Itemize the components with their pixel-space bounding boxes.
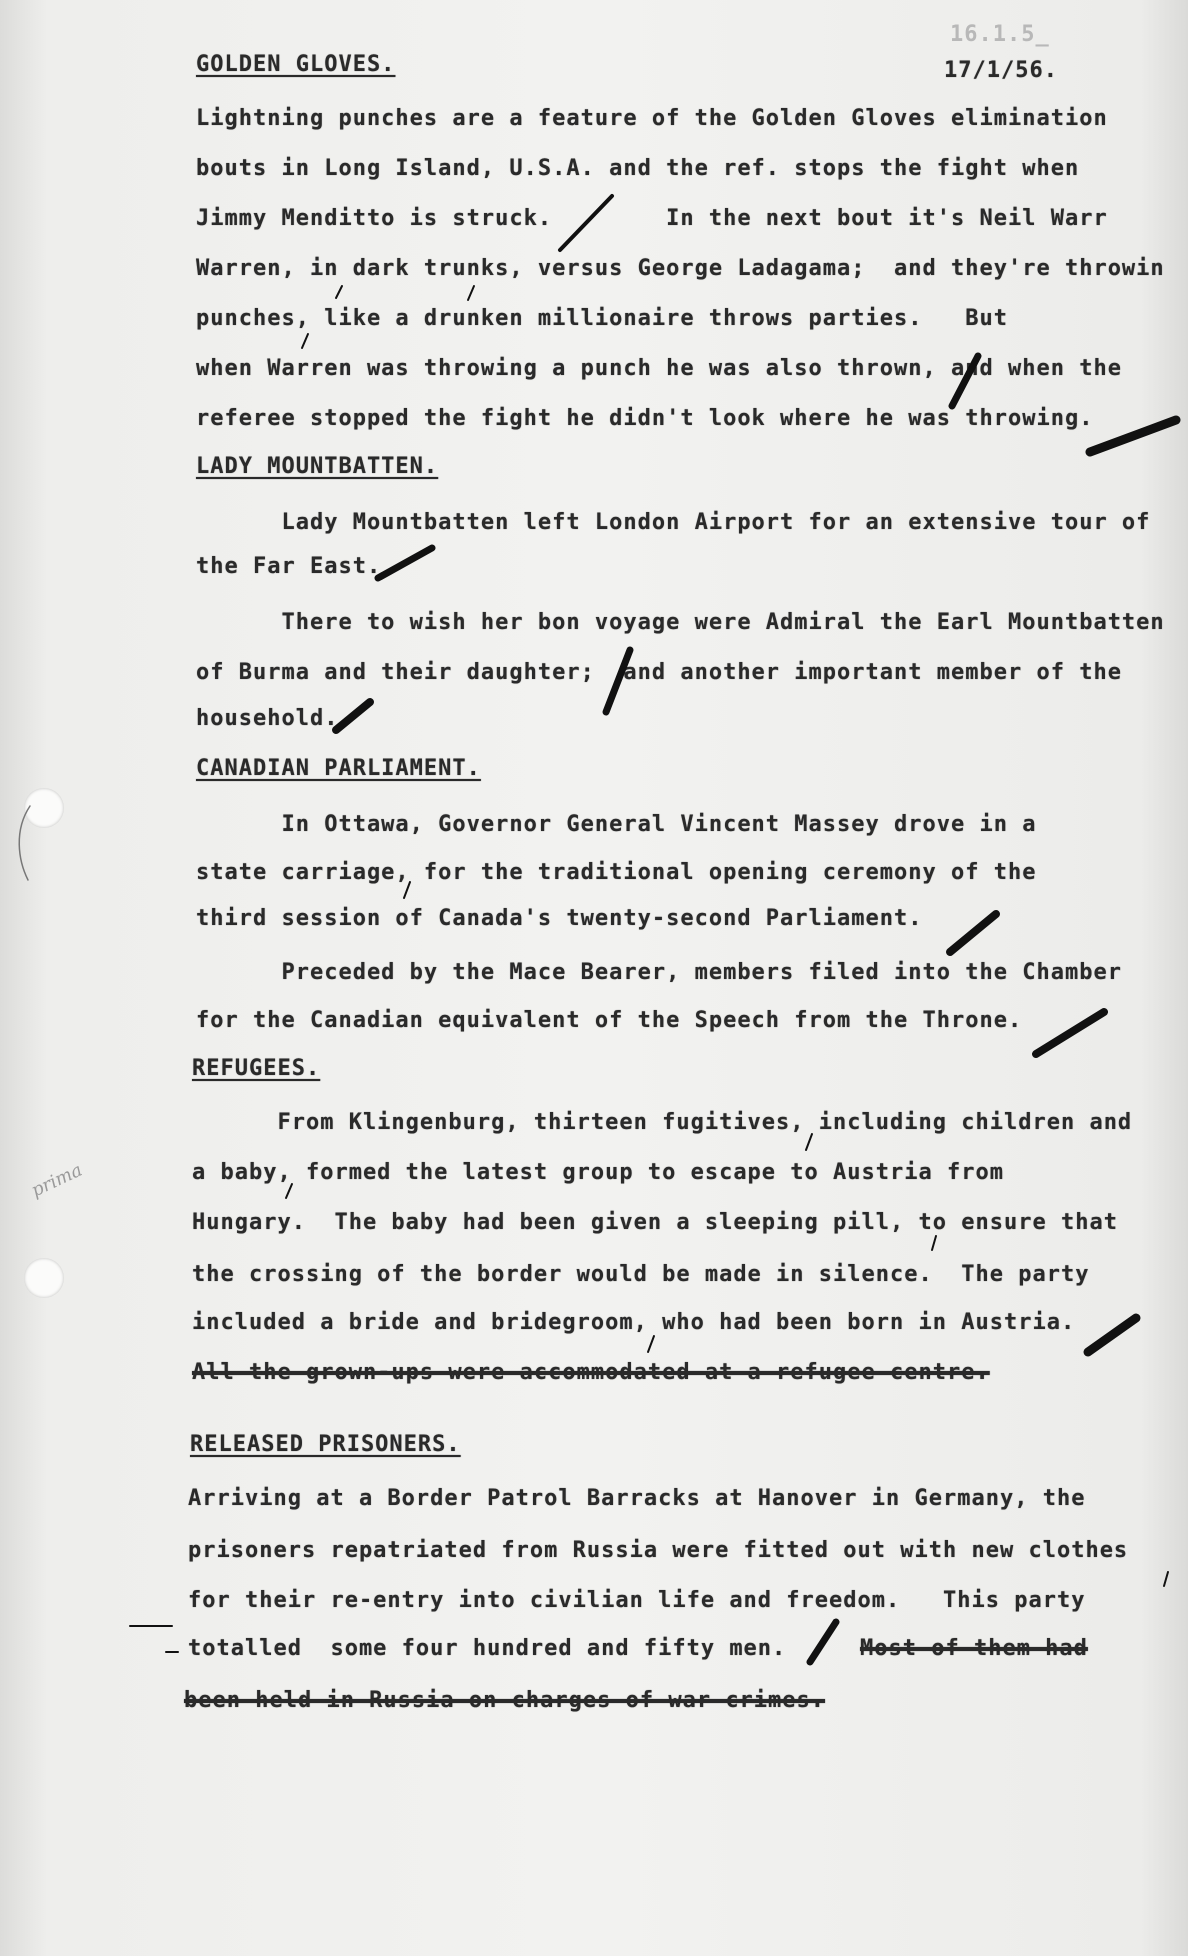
story-line: totalled some four hundred and fifty men. (188, 1636, 787, 1661)
faint-header-bleed: 16.1.5_ (950, 22, 1050, 47)
punch-hole-top (24, 788, 64, 828)
story-line: Arriving at a Border Patrol Barracks at Hanover in Germany, the (188, 1486, 1086, 1511)
punch-hole-bottom (24, 1258, 64, 1298)
heading-refugees: REFUGEES. (192, 1056, 321, 1081)
heading-lady-mountbatten: LADY MOUNTBATTEN. (196, 454, 439, 479)
story-line: of Burma and their daughter; and another important member of the (196, 660, 1122, 685)
story-line: Lady Mountbatten left London Airport for an extensive tour of (196, 510, 1151, 535)
story-line: prisoners repatriated from Russia were fitted out with new clothes (188, 1538, 1129, 1563)
story-line: state carriage, for the traditional opening ceremony of the (196, 860, 1037, 885)
story-line: Warren, in dark trunks, versus George Ladagama; and they're throwin (196, 256, 1165, 281)
story-line: a baby, formed the latest group to escape to Austria from (192, 1160, 1004, 1185)
story-line: when Warren was throwing a punch he was also thrown, and when the (196, 356, 1122, 381)
story-line: Preceded by the Mace Bearer, members filed into the Chamber (196, 960, 1122, 985)
story-line: household. (196, 706, 339, 731)
struck-out-line: All the grown-ups were accommodated at a refugee centre. (192, 1360, 990, 1385)
story-line: Lightning punches are a feature of the Golden Gloves elimination (196, 106, 1108, 131)
margin-pencil-note: prima (28, 1159, 86, 1202)
story-line: the crossing of the border would be made in silence. The party (192, 1262, 1090, 1287)
story-line: for the Canadian equivalent of the Speech from the Throne. (196, 1008, 1023, 1033)
heading-canadian-parliament: CANADIAN PARLIAMENT. (196, 756, 481, 781)
story-line: There to wish her bon voyage were Admiral the Earl Mountbatten (196, 610, 1165, 635)
struck-out-tail: Most of them had (860, 1636, 1088, 1661)
story-line: Hungary. The baby had been given a sleeping pill, to ensure that (192, 1210, 1118, 1235)
story-line: included a bride and bridegroom, who had been born in Austria. (192, 1310, 1076, 1335)
date-reference: 17/1/56. (944, 58, 1058, 83)
story-line: for their re-entry into civilian life and freedom. This party (188, 1588, 1086, 1613)
story-line: referee stopped the fight he didn't look where he was throwing. (196, 406, 1094, 431)
struck-out-line: been held in Russia on charges of war crimes. (184, 1688, 826, 1713)
story-line: In Ottawa, Governor General Vincent Massey drove in a (196, 812, 1037, 837)
story-line: Jimmy Menditto is struck. In the next bout it's Neil Warr (196, 206, 1108, 231)
story-line: third session of Canada's twenty-second Parliament. (196, 906, 923, 931)
story-line: bouts in Long Island, U.S.A. and the ref. stops the fight when (196, 156, 1080, 181)
story-line: punches, like a drunken millionaire throws parties. But (196, 306, 1008, 331)
story-line: the Far East. (196, 554, 382, 579)
heading-released-prisoners: RELEASED PRISONERS. (190, 1432, 461, 1457)
story-line: From Klingenburg, thirteen fugitives, including children and (192, 1110, 1133, 1135)
heading-golden-gloves: GOLDEN GLOVES. (196, 52, 396, 77)
